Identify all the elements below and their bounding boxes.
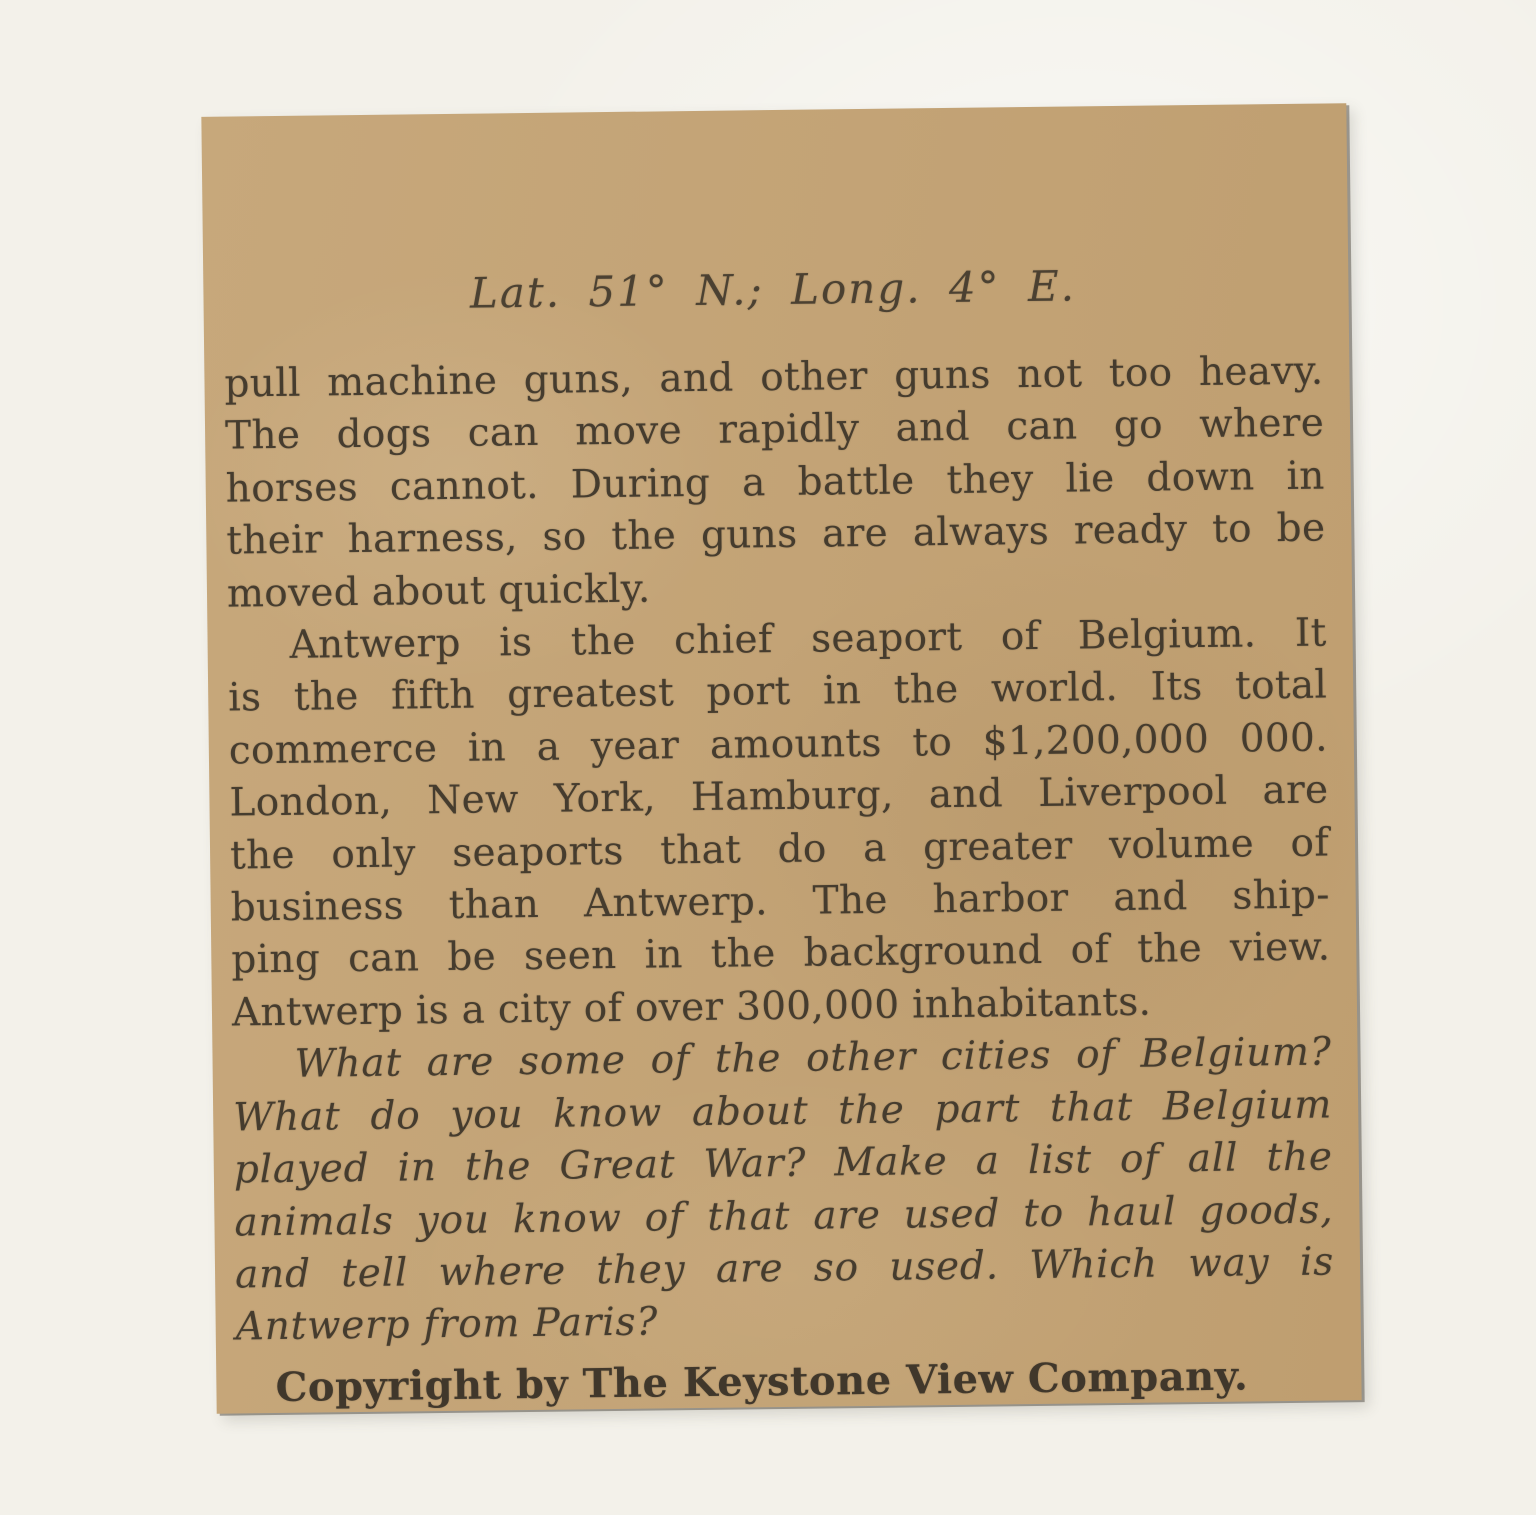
text-line: their harness, so the guns are always ready to be	[226, 505, 1326, 564]
copyright-line: Copyright by The Keystone View Company.	[275, 1352, 1249, 1411]
text-line: Antwerp is the chief seaport of Belgium. It	[289, 610, 1327, 668]
text-line: commerce in a year amounts to $1,200,000 000.	[228, 715, 1329, 774]
text-line: business than Antwerp. The harbor and ship-	[230, 872, 1330, 931]
body-text	[224, 346, 1335, 1355]
text-line: What do you know about the part that Belgium	[232, 1082, 1333, 1141]
stereograph-card-back	[201, 103, 1361, 1413]
text-line: Antwerp is a city of over 300,000 inhabitants.	[231, 979, 1152, 1036]
coordinates-title: Lat. 51° N.; Long. 4° E.	[469, 261, 1077, 318]
paragraph	[224, 346, 1326, 621]
text-line: animals you know of that are used to haul goods,	[234, 1186, 1334, 1246]
text-line: What are some of the other cities of Belgium?	[294, 1029, 1332, 1088]
text-line: moved about quickly.	[226, 566, 651, 617]
paragraph	[232, 1027, 1335, 1354]
text-line: the only seaports that do a greater volume of	[229, 820, 1330, 879]
text-line: pull machine guns, and other guns not too heavy.	[224, 348, 1324, 407]
text-line: ping can be seen in the background of the view.	[231, 924, 1331, 984]
text-line: and tell where they are so used. Which way is	[234, 1239, 1335, 1298]
text-line: horses cannot. During a battle they lie down in	[225, 453, 1325, 512]
text-line: is the fifth greatest port in the world. Its total	[227, 662, 1328, 721]
paragraph	[227, 608, 1331, 1040]
text-line: played in the Great War? Make a list of all the	[233, 1134, 1334, 1193]
text-line: The dogs can move rapidly and can go where	[224, 400, 1325, 459]
text-line: Antwerp from Paris?	[235, 1299, 659, 1350]
text-line: London, New York, Hamburg, and Liverpool are	[229, 767, 1329, 826]
